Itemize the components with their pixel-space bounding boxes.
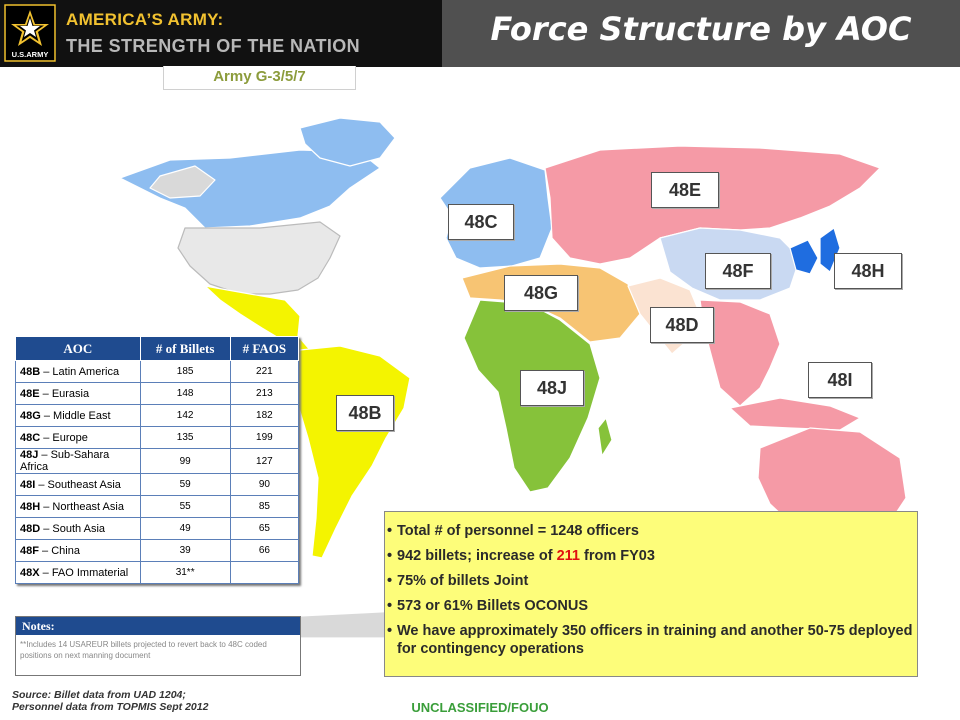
key-facts-list (385, 522, 917, 658)
map-label-48e: 48E (651, 172, 719, 208)
table-row (16, 562, 299, 584)
aoc-cell: 48G – Middle East (16, 405, 141, 427)
col-header-aoc: AOC (16, 337, 141, 361)
faos-cell: 213 (230, 383, 298, 405)
fact-item: • Total # of personnel = 1248 officers (397, 522, 917, 540)
fact-item: • 573 or 61% Billets OCONUS (397, 597, 917, 615)
faos-cell (230, 562, 298, 584)
billets-cell: 59 (140, 474, 230, 496)
map-label-48h: 48H (834, 253, 902, 289)
notes-box (15, 616, 301, 676)
billets-cell: 148 (140, 383, 230, 405)
aoc-cell: 48C – Europe (16, 427, 141, 449)
billets-cell: 185 (140, 361, 230, 383)
aoc-cell: 48H – Northeast Asia (16, 496, 141, 518)
col-header-billets: # of Billets (140, 337, 230, 361)
faos-cell: 199 (230, 427, 298, 449)
region-usa (178, 222, 340, 294)
faos-cell: 182 (230, 405, 298, 427)
slide-title: Force Structure by AOC (490, 10, 912, 48)
table-row (16, 405, 299, 427)
billets-cell: 142 (140, 405, 230, 427)
classification-marking: UNCLASSIFIED/FOUO (411, 700, 549, 715)
logo-wordmark: U.S.ARMY (11, 50, 49, 59)
source-note (12, 689, 208, 713)
army-star-logo-icon (4, 4, 56, 62)
billets-table (15, 336, 299, 584)
notes-heading: Notes: (16, 617, 300, 635)
table-row (16, 496, 299, 518)
table-row (16, 518, 299, 540)
map-label-48g: 48G (504, 275, 578, 311)
faos-cell: 127 (230, 449, 298, 474)
table-header-row (16, 337, 299, 361)
map-label-48i: 48I (808, 362, 872, 398)
org-label: Army G-3/5/7 (163, 66, 356, 90)
map-label-48b: 48B (336, 395, 394, 431)
faos-cell: 221 (230, 361, 298, 383)
aoc-cell: 48F – China (16, 540, 141, 562)
header-slogan-line1: AMERICA’S ARMY: (66, 10, 224, 29)
faos-cell: 85 (230, 496, 298, 518)
header-slogan-line2: THE STRENGTH OF THE NATION (66, 36, 361, 56)
billets-cell: 135 (140, 427, 230, 449)
notes-text: **Includes 14 USAREUR billets projected to revert back to 48C coded positions on next manning document (20, 640, 267, 660)
aoc-cell: 48B – Latin America (16, 361, 141, 383)
table-row (16, 540, 299, 562)
fact-item: • 75% of billets Joint (397, 572, 917, 590)
map-label-48d: 48D (650, 307, 714, 343)
faos-cell: 65 (230, 518, 298, 540)
map-label-48f: 48F (705, 253, 771, 289)
table-row (16, 474, 299, 496)
table-row (16, 383, 299, 405)
fact-item: • We have approximately 350 officers in training and another 50-75 deployed for contingency operations (397, 622, 917, 658)
faos-cell: 66 (230, 540, 298, 562)
faos-cell: 90 (230, 474, 298, 496)
aoc-cell: 48J – Sub-Sahara Africa (16, 449, 141, 474)
aoc-cell: 48I – Southeast Asia (16, 474, 141, 496)
key-facts-box (384, 511, 918, 677)
table-row (16, 449, 299, 474)
region-madagascar (598, 418, 612, 456)
map-label-48c: 48C (448, 204, 514, 240)
col-header-faos: # FAOS (230, 337, 298, 361)
source-line2: Personnel data from TOPMIS Sept 2012 (12, 701, 209, 713)
billets-cell: 39 (140, 540, 230, 562)
map-label-48j: 48J (520, 370, 584, 406)
fact-item: • 942 billets; increase of 211 from FY03 (397, 547, 917, 565)
billets-cell: 99 (140, 449, 230, 474)
billets-cell: 55 (140, 496, 230, 518)
aoc-cell: 48X – FAO Immaterial (16, 562, 141, 584)
billets-cell: 31** (140, 562, 230, 584)
table-row (16, 427, 299, 449)
aoc-cell: 48D – South Asia (16, 518, 141, 540)
source-line1: Source: Billet data from UAD 1204; (12, 689, 186, 701)
aoc-cell: 48E – Eurasia (16, 383, 141, 405)
table-row (16, 361, 299, 383)
billets-cell: 49 (140, 518, 230, 540)
increase-value: 211 (556, 548, 580, 564)
region-indonesia (730, 398, 860, 430)
